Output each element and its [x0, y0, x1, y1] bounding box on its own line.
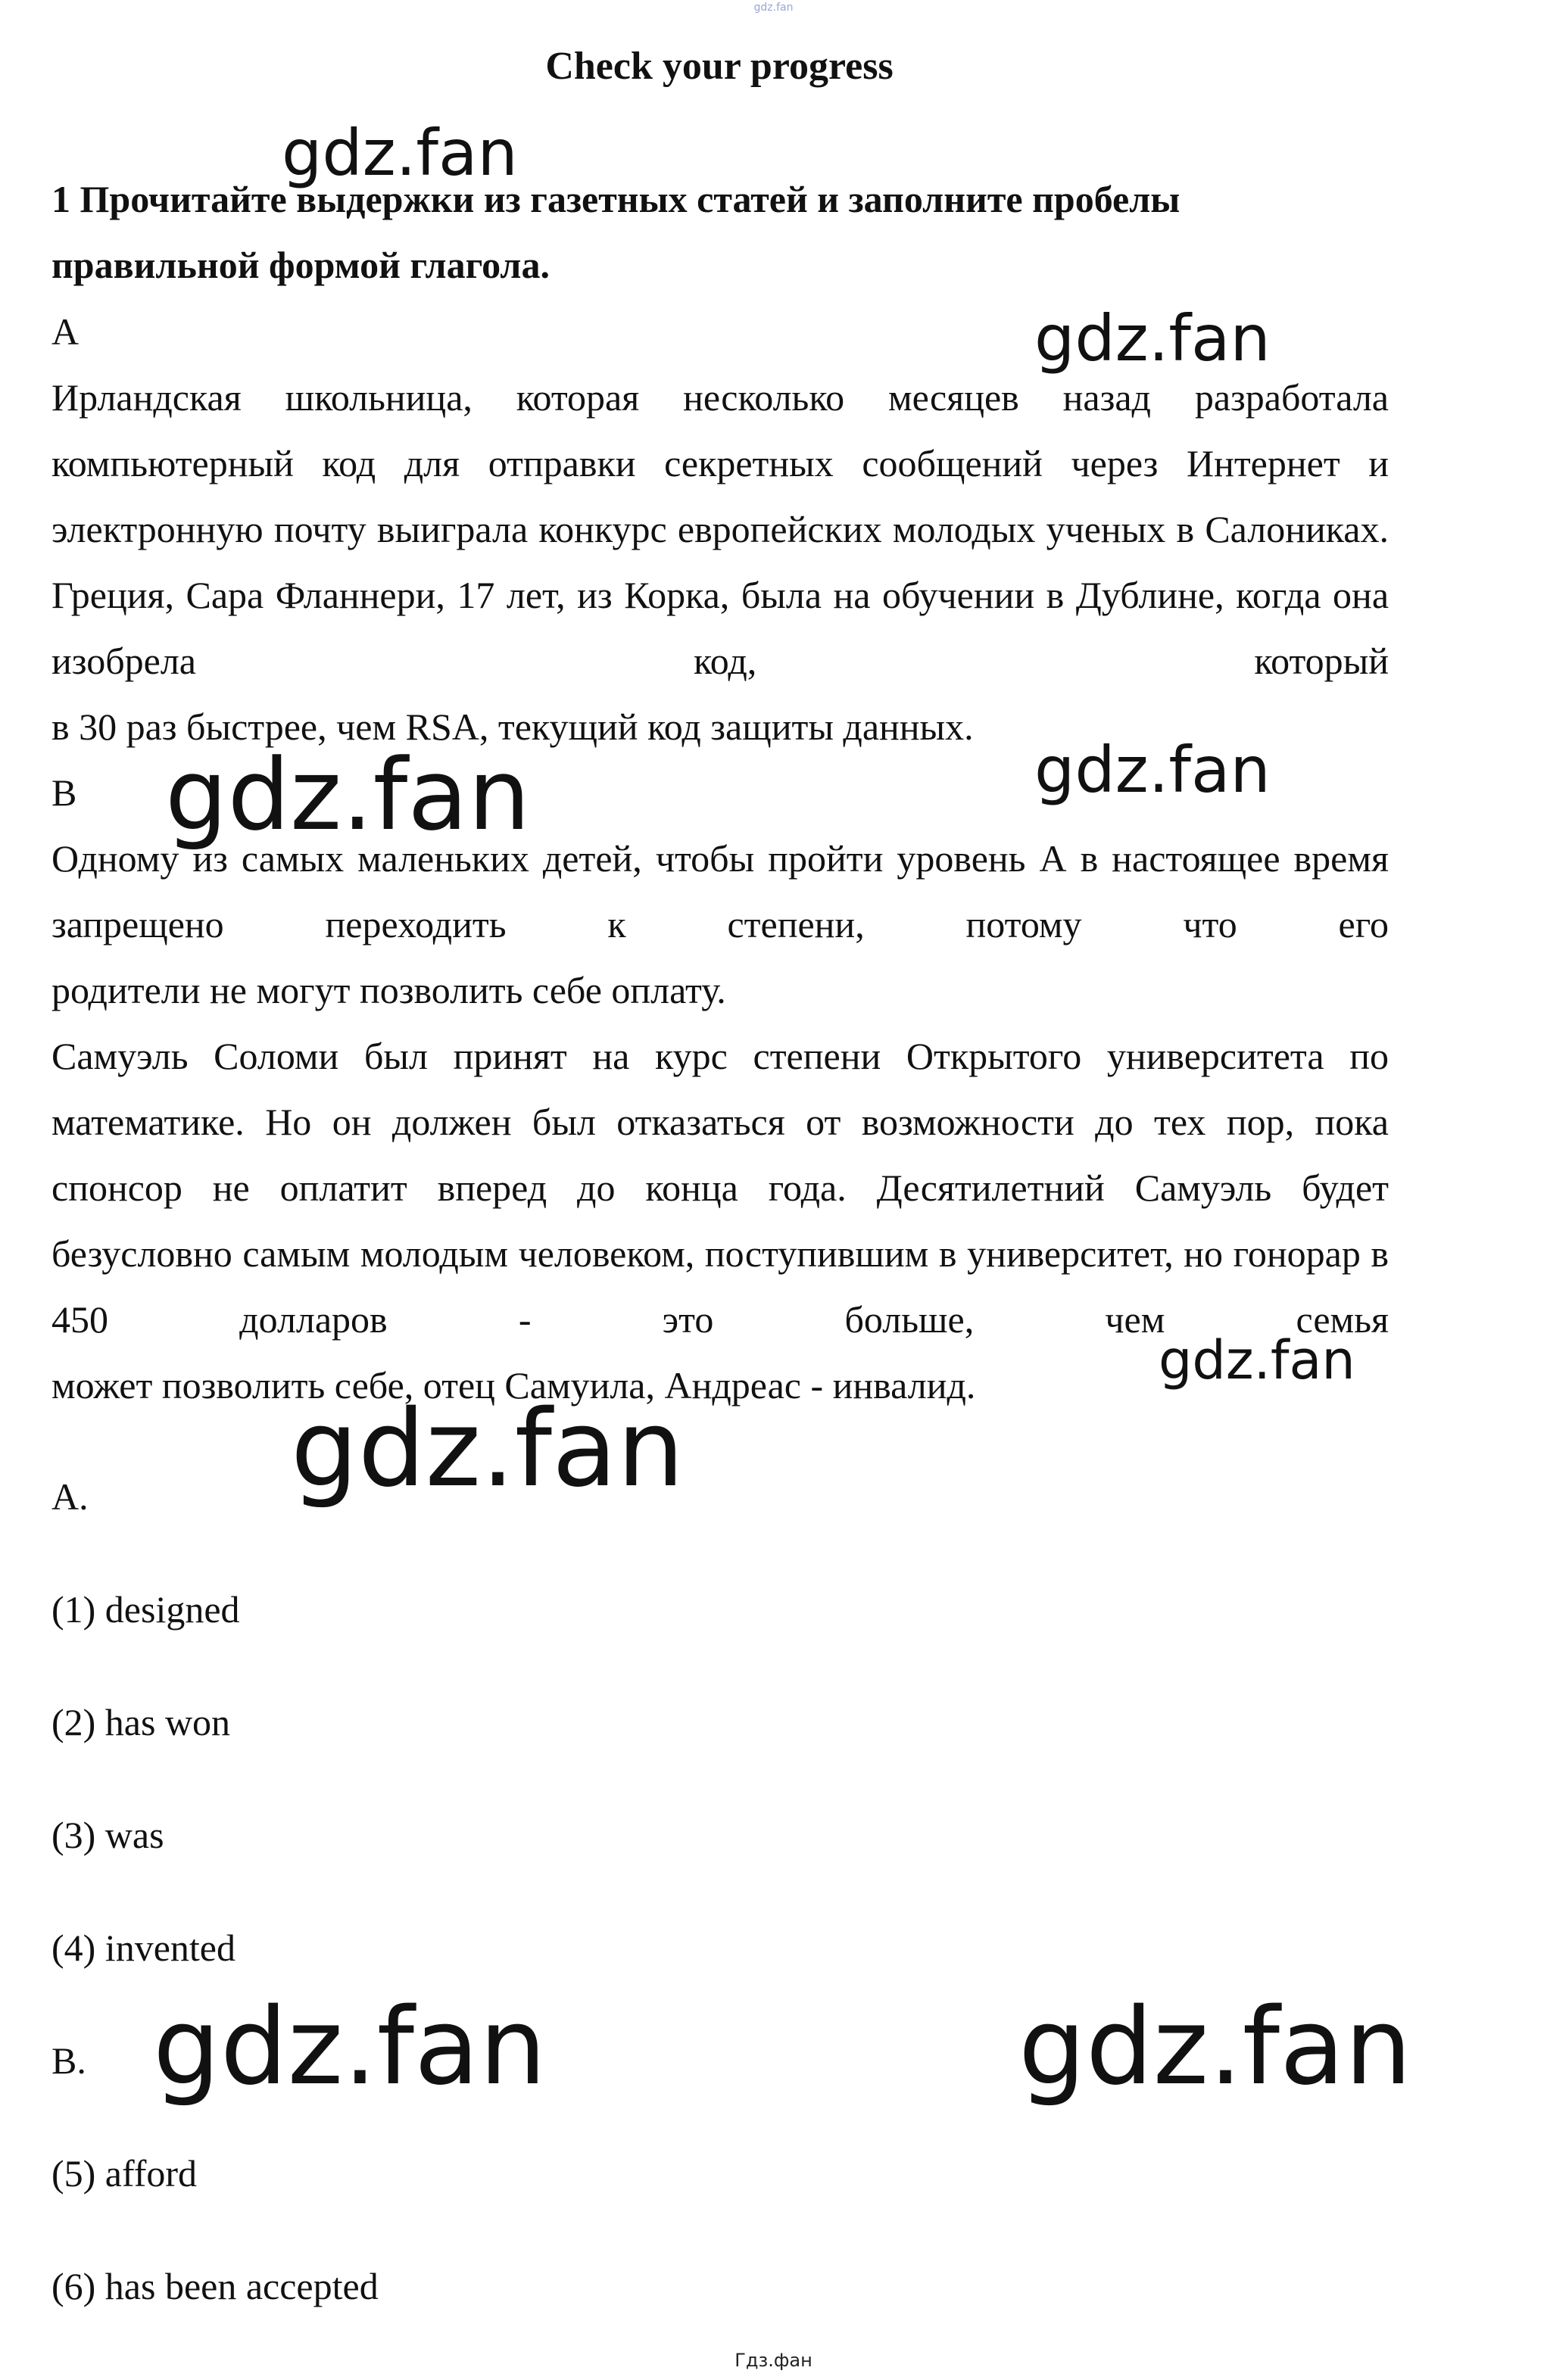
section-b-line: родители не могут позволить себе оплату.	[51, 969, 726, 1011]
answer-item: (3) was	[51, 1814, 164, 1856]
header-watermark: gdz.fan	[753, 2, 794, 14]
watermark: gdz.fan	[1018, 1986, 1412, 2109]
answer-item: (6) has been accepted	[51, 2265, 379, 2307]
watermark: gdz.fan	[291, 1388, 685, 1511]
footer-watermark: Гдз.фан	[735, 2350, 812, 2371]
watermark: gdz.fan	[153, 1986, 547, 2109]
answer-item: (1) designed	[51, 1588, 240, 1631]
watermark: gdz.fan	[1034, 733, 1271, 807]
answer-item: (4) invented	[51, 1927, 235, 1969]
section-a-label: A	[51, 310, 80, 353]
section-b-line: по математике. Но он должен был отказаться от возможности до тех	[51, 1035, 1389, 1143]
answers-b-label: B.	[51, 2039, 86, 2082]
watermark: gdz.fan	[282, 116, 518, 190]
watermark: gdz.fan	[1034, 301, 1271, 375]
section-a-text	[51, 365, 1389, 760]
section-a-line: Корка, была на обучении в Дублине, когда она изобрела код, который	[51, 574, 1389, 682]
task-instruction: 1 Прочитайте выдержки из газетных статей и заполните пробелы правильной формой глагола.	[51, 178, 1181, 286]
watermark: gdz.fan	[165, 737, 531, 852]
section-b-line: может позволить себе, отец Самуила, Андреас - инвалид.	[51, 1364, 976, 1407]
section-a-line: Интернет и электронную почту выиграла конкурс европейских	[51, 442, 1389, 550]
section-a-line: компьютерный код для отправки секретных сообщений через	[51, 442, 1159, 484]
section-b-line: Одному из самых маленьких детей, чтобы пройти уровень А в	[51, 837, 1099, 880]
section-a-line: молодых ученых в Салониках. Греция, Сара Фланнери, 17 лет, из	[51, 508, 1389, 616]
answers-a-label: A.	[51, 1475, 89, 1518]
section-b-line: в университет, но гонорар в 450 долларов - это больше, чем семья	[51, 1232, 1389, 1341]
page-title: Check your progress	[545, 45, 894, 88]
section-b-line: настоящее время запрещено переходить к степени, потому что его	[51, 837, 1389, 945]
section-a-line: Ирландская школьница, которая несколько месяцев назад разработала	[51, 376, 1389, 419]
section-b-text-1	[51, 826, 1389, 1023]
section-b-label: B	[51, 771, 77, 814]
section-b-line: Самуэль будет безусловно самым молодым человеком, поступившим	[51, 1167, 1389, 1275]
section-b-line: пор, пока спонсор не оплатит вперед до конца года. Десятилетний	[51, 1101, 1389, 1209]
answer-item: (5) afford	[51, 2152, 198, 2195]
watermark: gdz.fan	[1159, 1329, 1355, 1391]
section-a-line: в 30 раз быстрее, чем RSA, текущий код защиты данных.	[51, 706, 974, 748]
section-b-line: Самуэль Соломи был принят на курс степени Открытого университета	[51, 1035, 1324, 1077]
answer-item: (2) has won	[51, 1701, 231, 1743]
